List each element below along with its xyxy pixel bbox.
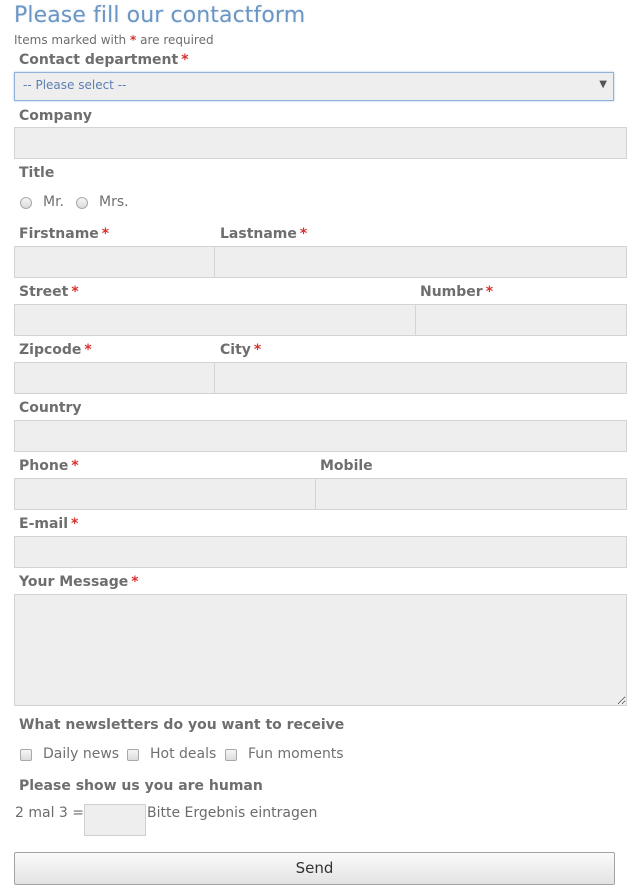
required-note-text: Items marked with	[14, 33, 127, 47]
email-input[interactable]	[14, 536, 627, 568]
country-input[interactable]	[14, 420, 627, 452]
newsletter-fun-moments-checkbox[interactable]	[225, 749, 237, 761]
newsletters-label-text: What newsletters do you want to receive	[19, 717, 345, 733]
required-star: *	[129, 33, 137, 47]
mobile-input[interactable]	[315, 478, 627, 510]
firstname-label-text: Firstname	[19, 226, 99, 242]
firstname-input[interactable]	[14, 246, 215, 278]
title-mrs-label[interactable]: Mrs.	[99, 194, 129, 210]
contact-department-select[interactable]	[14, 72, 614, 101]
title-mrs-radio[interactable]	[76, 197, 88, 209]
mobile-label	[320, 458, 373, 474]
city-label	[220, 342, 261, 358]
company-input[interactable]	[14, 127, 627, 159]
newsletters-label	[19, 717, 344, 733]
lastname-input[interactable]	[214, 246, 627, 278]
newsletter-daily-news-label[interactable]: Daily news	[43, 746, 120, 762]
required-note	[14, 33, 214, 47]
company-label	[19, 108, 92, 124]
captcha-label	[19, 778, 263, 794]
captcha-hint: Bitte Ergebnis eintragen	[147, 805, 318, 821]
firstname-label	[19, 226, 109, 242]
phone-label-text: Phone	[19, 458, 69, 474]
required-star: *	[299, 226, 308, 242]
required-note-text-end: are required	[140, 33, 214, 47]
zipcode-label	[19, 342, 92, 358]
lastname-label-text: Lastname	[220, 226, 297, 242]
captcha-label-text: Please show us you are human	[19, 778, 263, 794]
required-star: *	[71, 284, 79, 300]
zipcode-input[interactable]	[14, 362, 215, 394]
phone-input[interactable]	[14, 478, 316, 510]
number-label-text: Number	[420, 284, 483, 300]
title-mr-label[interactable]: Mr.	[43, 194, 64, 210]
title-label	[19, 165, 54, 181]
street-label	[19, 284, 79, 300]
zipcode-label-text: Zipcode	[19, 342, 82, 358]
company-label-text: Company	[19, 108, 93, 124]
street-label-text: Street	[19, 284, 69, 300]
newsletter-hot-deals-label[interactable]: Hot deals	[150, 746, 217, 762]
title-mr-radio[interactable]	[20, 197, 32, 209]
required-star: *	[71, 458, 79, 474]
newsletter-hot-deals-checkbox[interactable]	[127, 749, 139, 761]
message-label-text: Your Message	[19, 574, 129, 590]
city-input[interactable]	[214, 362, 627, 394]
contact-department-selected-value: -- Please select --	[23, 78, 127, 92]
street-input[interactable]	[14, 304, 416, 336]
required-star: *	[485, 284, 494, 300]
number-input[interactable]	[415, 304, 627, 336]
message-textarea[interactable]	[14, 594, 627, 706]
newsletter-daily-news-checkbox[interactable]	[20, 749, 32, 761]
title-label-text: Title	[19, 165, 55, 181]
required-star: *	[101, 226, 110, 242]
message-label	[19, 574, 139, 590]
newsletter-fun-moments-label[interactable]: Fun moments	[248, 746, 344, 762]
email-label	[19, 516, 78, 532]
lastname-label	[220, 226, 307, 242]
number-label	[420, 284, 493, 300]
email-label-text: E-mail	[19, 516, 69, 532]
required-star: *	[253, 342, 262, 358]
captcha-question: 2 mal 3 =	[15, 805, 85, 821]
required-star: *	[131, 574, 139, 590]
dropdown-arrow-icon: ▼	[599, 79, 607, 90]
phone-label	[19, 458, 79, 474]
mobile-label-text: Mobile	[320, 458, 373, 474]
country-label-text: Country	[19, 400, 82, 416]
country-label	[19, 400, 82, 416]
captcha-answer-input[interactable]	[84, 804, 146, 836]
contact-department-label-text: Contact department	[19, 52, 179, 68]
city-label-text: City	[220, 342, 251, 358]
contact-department-label	[19, 52, 189, 68]
page-title: Please fill our contactform	[14, 3, 306, 28]
required-star: *	[71, 516, 79, 532]
required-star: *	[181, 52, 189, 68]
required-star: *	[84, 342, 92, 358]
send-button[interactable]: Send	[14, 852, 615, 885]
